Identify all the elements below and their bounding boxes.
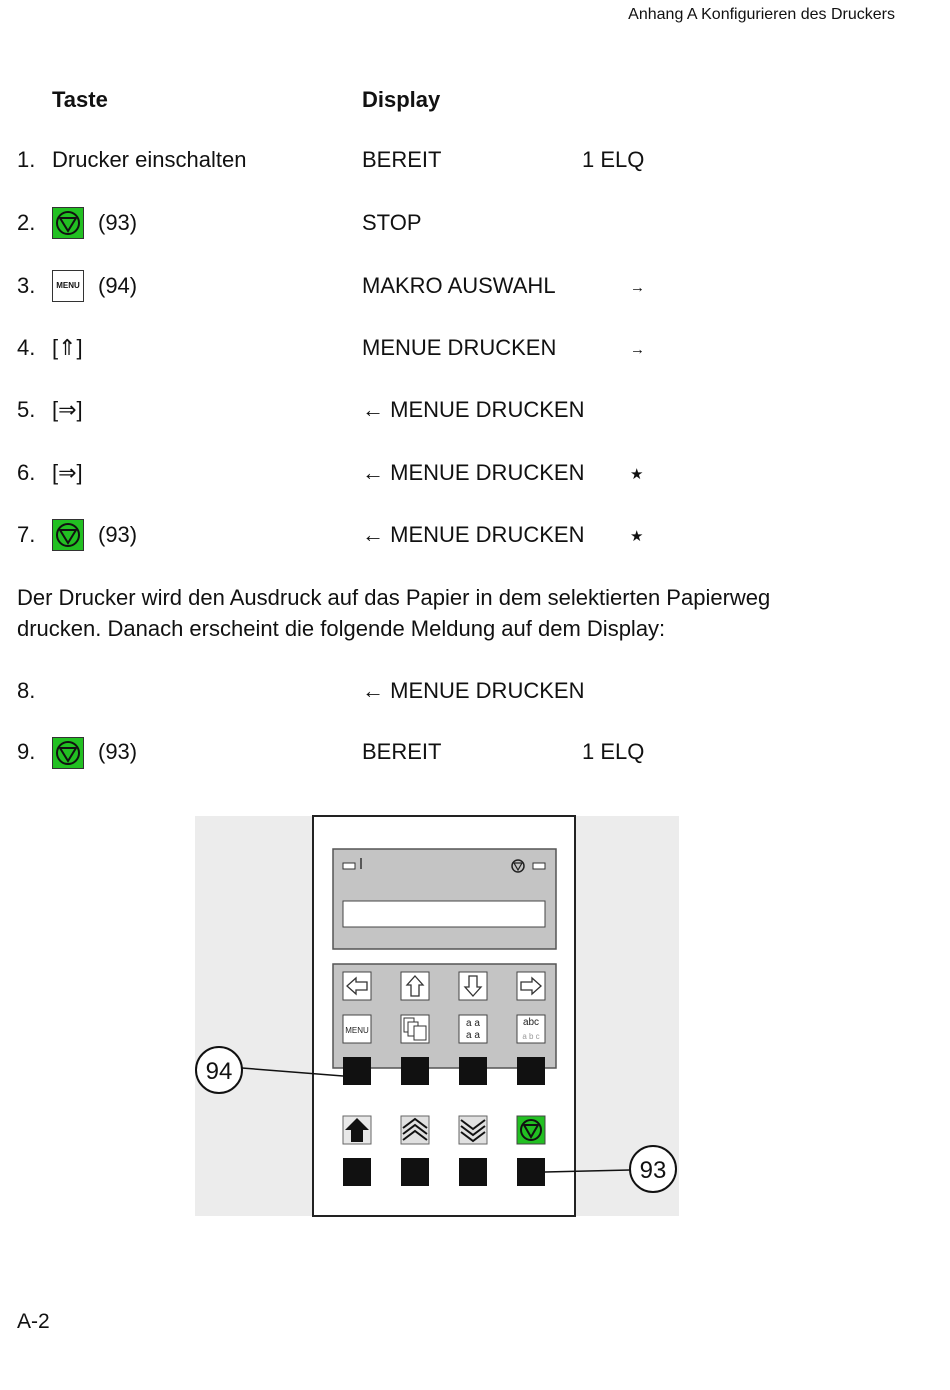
panel-font-label-bottom: a a: [466, 1030, 480, 1041]
step-display: ← MENUE DRUCKEN: [362, 460, 585, 485]
stop-icon: [52, 519, 84, 551]
step-key: [⇒]: [52, 397, 83, 422]
page-number: A-2: [17, 1310, 50, 1333]
step-display: STOP: [362, 210, 422, 235]
step-number: 8.: [17, 678, 36, 703]
stop-icon: [52, 207, 84, 239]
column-header-key: Taste: [52, 87, 108, 112]
step-key: [⇑]: [52, 335, 83, 360]
step-key-code: (93): [98, 210, 138, 235]
step-display: ← MENUE DRUCKEN: [362, 678, 585, 703]
callout-93: 93: [639, 1157, 667, 1184]
step-display: ← MENUE DRUCKEN: [362, 522, 585, 547]
step-display: MENUE DRUCKEN: [362, 335, 557, 360]
step-key-code: (94): [98, 273, 138, 298]
step-display: MAKRO AUSWAHL: [362, 273, 556, 298]
stop-icon: [52, 737, 84, 769]
step-key-code: (93): [98, 739, 138, 764]
printer-control-panel-figure: [195, 812, 685, 1222]
step-key: [⇒]: [52, 460, 83, 485]
step-number: 4.: [17, 335, 36, 360]
panel-menu-label: MENU: [345, 1026, 369, 1035]
step-display: BEREIT: [362, 739, 442, 764]
step-number: 5.: [17, 397, 36, 422]
step-number: 2.: [17, 210, 36, 235]
menu-key-icon: MENU: [52, 270, 84, 302]
star-icon: ★: [630, 528, 644, 545]
column-header-display: Display: [362, 87, 441, 112]
step-key: Drucker einschalten: [52, 147, 247, 172]
step-number: 3.: [17, 273, 36, 298]
step-display-extra: 1 ELQ: [582, 147, 645, 172]
explanation-paragraph: Der Drucker wird den Ausdruck auf das Papier in dem selektierten Papierweg drucken. Danach erscheint die folgende Meldung auf dem Display:: [17, 585, 771, 641]
step-number: 7.: [17, 522, 36, 547]
step-number: 1.: [17, 147, 36, 172]
step-number: 9.: [17, 739, 36, 764]
step-number: 6.: [17, 460, 36, 485]
panel-abc-spaced-label: a b c: [522, 1032, 540, 1041]
step-display-extra: 1 ELQ: [582, 739, 645, 764]
right-arrow-icon: →: [630, 341, 645, 358]
panel-abc-label: abc: [522, 1017, 540, 1028]
running-header: Anhang A Konfigurieren des Druckers: [628, 6, 895, 23]
right-arrow-icon: →: [630, 279, 645, 296]
step-key-code: (93): [98, 522, 138, 547]
callout-94: 94: [205, 1058, 233, 1085]
panel-font-label-top: a a: [466, 1018, 480, 1029]
step-display: ← MENUE DRUCKEN: [362, 397, 585, 422]
star-icon: ★: [630, 466, 644, 483]
step-display: BEREIT: [362, 147, 442, 172]
